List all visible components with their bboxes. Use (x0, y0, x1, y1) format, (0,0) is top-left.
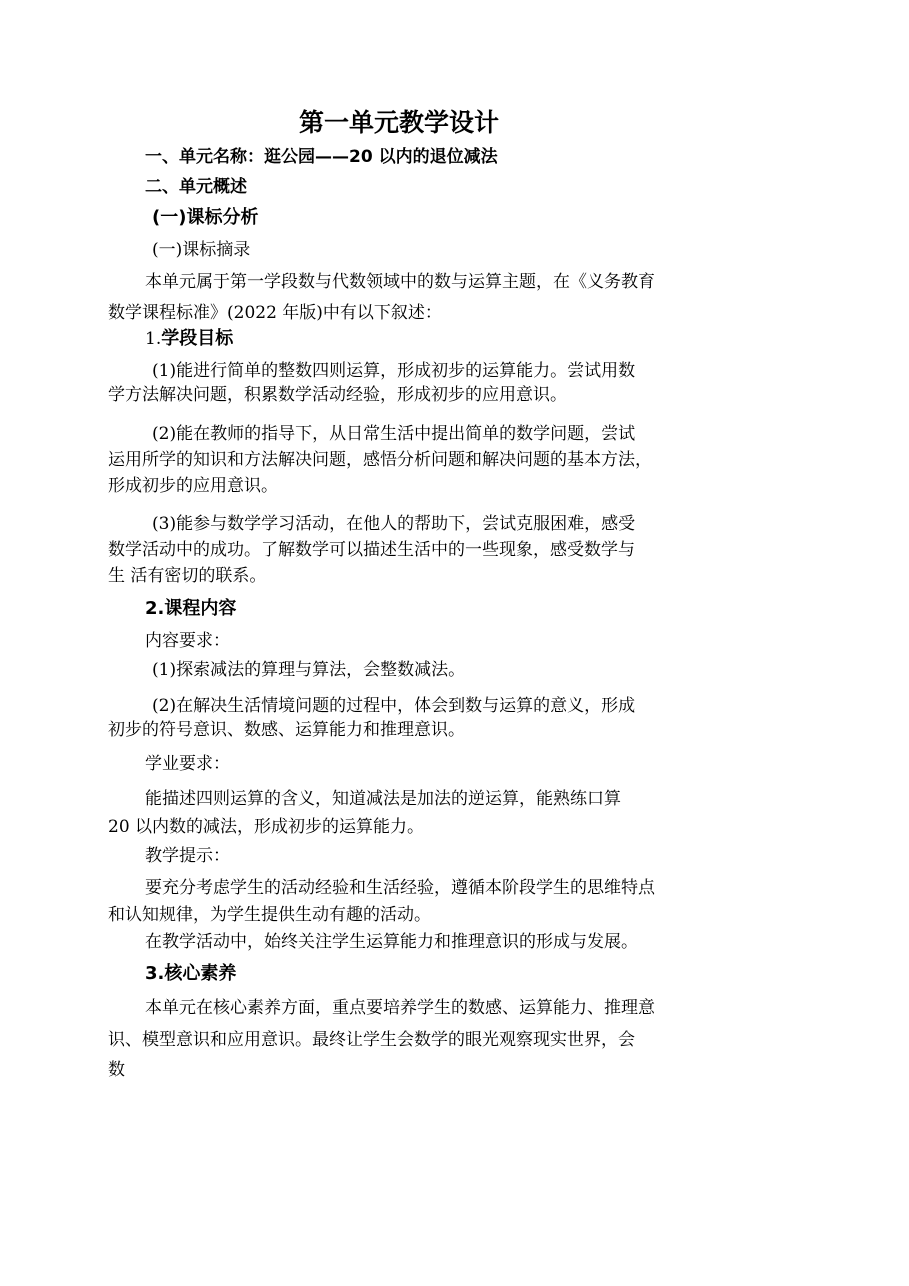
core-line-1: 本单元在核心素养方面，重点要培养学生的数感、运算能力、推理意 (145, 998, 655, 1018)
goal-2-line-1: (2)能在教师的指导下，从日常生活中提出简单的数学问题，尝试 (152, 424, 636, 444)
core-literacy-heading: 3.核心素养 (145, 963, 237, 984)
tip-1-line-1: 要充分考虑学生的活动经验和生活经验，遵循本阶段学生的思维特点 (145, 878, 655, 898)
page-title: 第一单元教学设计 (298, 108, 499, 137)
standards-analysis-heading: (一)课标分析 (152, 207, 259, 228)
content-item-2-line-2: 初步的符号意识、数感、运算能力和推理意识。 (108, 720, 465, 740)
intro-line-1: 本单元属于第一学段数与代数领域中的数与运算主题，在《义务教育 (145, 272, 655, 292)
goal-1-line-2: 学方法解决问题，积累数学活动经验，形成初步的应用意识。 (108, 385, 567, 405)
course-content-heading: 2.课程内容 (145, 598, 237, 619)
tip-1-line-2: 和认知规律，为学生提供生动有趣的活动。 (108, 905, 431, 925)
content-item-2-line-1: (2)在解决生活情境问题的过程中，体会到数与运算的意义，形成 (152, 696, 636, 716)
intro-line-2: 数学课程标准》(2022 年版)中有以下叙述： (108, 303, 442, 323)
goal-3-line-1: (3)能参与数学学习活动，在他人的帮助下，尝试克服困难，感受 (152, 514, 636, 534)
goal-2-line-3: 形成初步的应用意识。 (108, 476, 278, 496)
academic-req-line-2: 20 以内数的减法，形成初步的运算能力。 (108, 817, 425, 837)
core-line-2: 识、模型意识和应用意识。最终让学生会数学的眼光观察现实世界，会 (108, 1030, 635, 1050)
goal-3-line-2: 数学活动中的成功。了解数学可以描述生活中的一些现象，感受数学与 (108, 540, 635, 560)
goal-2-line-2: 运用所学的知识和方法解决问题，感悟分析问题和解决问题的基本方法， (108, 450, 652, 470)
teaching-tips-label: 教学提示： (145, 846, 230, 866)
standards-excerpt-subheading: (一)课标摘录 (152, 240, 251, 260)
overview-heading: 二、单元概述 (145, 177, 247, 197)
stage-goals-heading (145, 327, 233, 351)
tip-2: 在教学活动中，始终关注学生运算能力和推理意识的形成与发展。 (145, 932, 638, 952)
content-item-1: (1)探索减法的算理与算法，会整数减法。 (152, 660, 466, 680)
goal-3-line-3: 生 活有密切的联系。 (108, 566, 267, 586)
core-line-3: 数 (108, 1060, 125, 1080)
goal-1-line-1: (1)能进行简单的整数四则运算，形成初步的运算能力。尝试用数 (152, 361, 636, 381)
academic-req-line-1: 能描述四则运算的含义，知道减法是加法的逆运算，能熟练口算 (145, 789, 621, 809)
stage-goals-label: 学段目标 (161, 328, 234, 349)
stage-goals-number: 1. (145, 329, 162, 349)
academic-requirements-label: 学业要求： (145, 754, 230, 774)
unit-name-heading: 一、单元名称：逛公园——20 以内的退位减法 (145, 147, 498, 167)
content-requirements-label: 内容要求： (145, 631, 230, 651)
